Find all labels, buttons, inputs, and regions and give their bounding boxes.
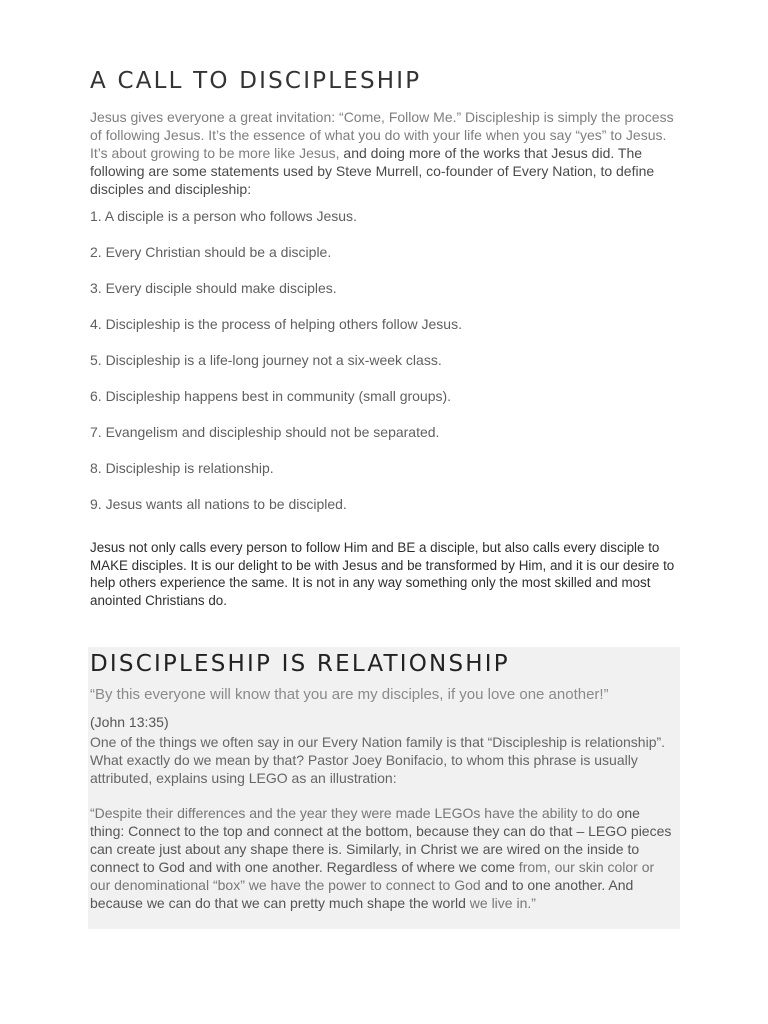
intro-paragraph <box>90 108 680 198</box>
list-item: 6. Discipleship happens best in community (small groups). <box>90 388 452 404</box>
lego-quote-part2: one thing: Connect to the top and connect at the bottom, because they can do that – LEGO pieces can create just about any shape there is. Similarly, in Christ we are wired on the inside to connect to God and with one another. Regardless of where we come <box>90 805 672 875</box>
list-item: 4. Discipleship is the process of helping others follow Jesus. <box>90 316 462 332</box>
list-item: 2. Every Christian should be a disciple. <box>90 244 332 260</box>
intro-text-part1: Jesus gives everyone a great invitation: “Come, Follow Me.” Discipleship is simply the process of following Jesus. It’s the essence of what you do with your life when you say “yes” to Jesus. It’s about growing to be more like Jesus, <box>90 109 674 161</box>
list-item: 8. Discipleship is relationship. <box>90 460 274 476</box>
list-item: 3. Every disciple should make disciples. <box>90 280 337 296</box>
scripture-quote: “By this everyone will know that you are my disciples, if you love one another!” <box>90 686 609 703</box>
lego-quote-part3: from, our skin color or our denominational “box” we have the power to connect to God <box>90 859 655 893</box>
section-heading-discipleship-is-relationship: DISCIPLESHIP IS RELATIONSHIP <box>90 651 510 677</box>
section-heading-call-to-discipleship: A CALL TO DISCIPLESHIP <box>90 68 422 94</box>
relationship-paragraph: One of the things we often say in our Every Nation family is that “Discipleship is relationship”. What exactly do we mean by that? Pastor Joey Bonifacio, to whom this phrase is usually attributed, explains using LEGO as an illustration: <box>90 734 666 786</box>
closing-paragraph: Jesus not only calls every person to follow Him and BE a disciple, but also calls every disciple to MAKE disciples. It is our delight to be with Jesus and be transformed by Him, and it is our desire to help others experience the same. It is not in any way something only the most skilled and most anointed Christians do. <box>90 540 675 608</box>
lego-quote-part4: and to one another. And because we can do that we can pretty much shape the world <box>90 877 634 911</box>
relationship-section-box <box>88 647 680 929</box>
lego-quote-part5: we live in.” <box>465 895 536 911</box>
list-item: 1. A disciple is a person who follows Jesus. <box>90 208 357 224</box>
list-item: 7. Evangelism and discipleship should not be separated. <box>90 424 440 440</box>
list-item: 9. Jesus wants all nations to be discipled. <box>90 496 347 512</box>
lego-quote-paragraph <box>90 804 678 912</box>
lego-quote-part1: “Despite their differences and the year they were made LEGOs have the ability to do <box>90 805 613 821</box>
intro-text-part2: and doing more of the works that Jesus did. The following are some statements used by Steve Murrell, co-founder of Every Nation, to define disciples and discipleship: <box>90 145 655 197</box>
scripture-reference: (John 13:35) <box>90 714 169 730</box>
list-item: 5. Discipleship is a life-long journey not a six-week class. <box>90 352 442 368</box>
statement-list <box>90 207 462 531</box>
